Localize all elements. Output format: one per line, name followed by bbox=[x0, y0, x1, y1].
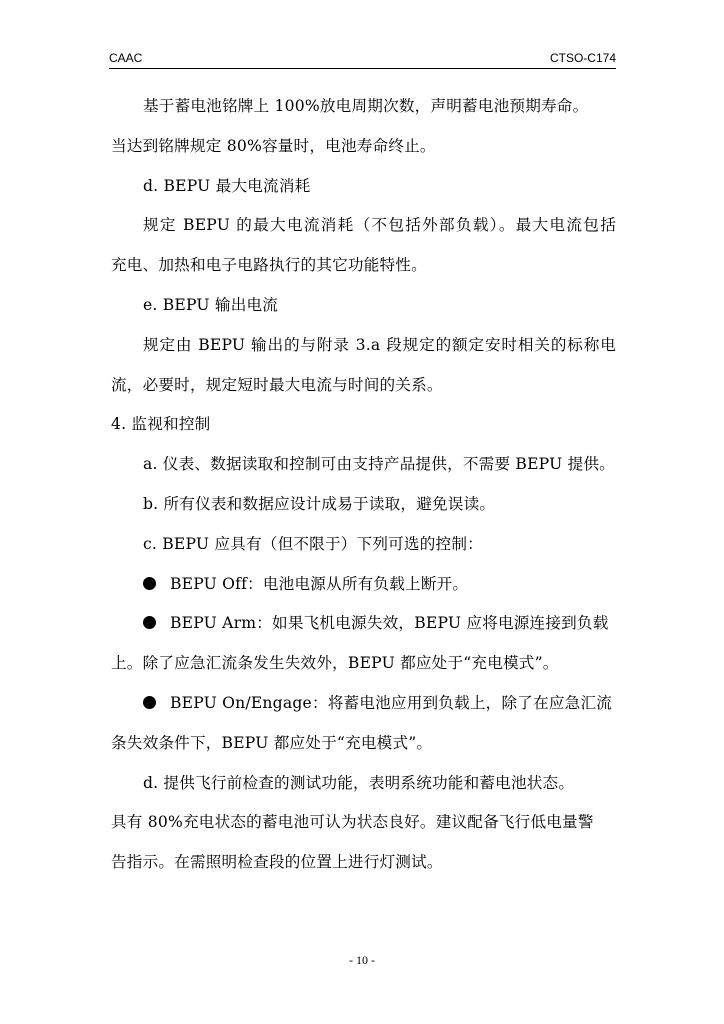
header-rule bbox=[109, 68, 616, 69]
bullet-icon bbox=[143, 577, 156, 590]
paragraph-line: 规定 BEPU 的最大电流消耗（不包括外部负载）。最大电流包括 bbox=[143, 216, 616, 235]
bullet-icon bbox=[143, 696, 156, 709]
paragraph-line: c. BEPU 应具有（但不限于）下列可选的控制： bbox=[143, 534, 483, 553]
paragraph-line: 告指示。在需照明检查段的位置上进行灯测试。 bbox=[111, 853, 443, 872]
page-header bbox=[109, 51, 616, 65]
paragraph-line: d. 提供飞行前检查的测试功能，表明系统功能和蓄电池状态。 bbox=[143, 773, 575, 792]
bullet-item bbox=[111, 565, 616, 605]
paragraph-line: 基于蓄电池铭牌上 100%放电周期次数，声明蓄电池预期寿命。 bbox=[143, 97, 589, 115]
bullet-text: BEPU Off：电池电源从所有负载上断开。 bbox=[170, 574, 469, 593]
bullet-item bbox=[111, 604, 616, 644]
bullet-text: BEPU On/Engage：将蓄电池应用到负载上，除了在应急汇流 bbox=[170, 693, 613, 712]
bullet-text: BEPU Arm：如果飞机电源失效，BEPU 应将电源连接到负载 bbox=[170, 614, 609, 633]
paragraph-line: a. 仪表、数据读取和控制可由支持产品提供，不需要 BEPU 提供。 bbox=[143, 455, 615, 474]
bullet-item bbox=[111, 684, 616, 724]
section-heading: 4. 监视和控制 bbox=[111, 415, 211, 434]
bullet-icon bbox=[143, 616, 156, 629]
section-heading: e. BEPU 输出电流 bbox=[143, 295, 279, 314]
paragraph-line: 流，必要时，规定短时最大电流与时间的关系。 bbox=[111, 375, 443, 394]
paragraph-line: b. 所有仪表和数据应设计成易于读取，避免误读。 bbox=[143, 494, 496, 513]
document-body bbox=[111, 87, 616, 883]
header-right: CTSO-C174 bbox=[549, 51, 616, 65]
paragraph-line: 具有 80%充电状态的蓄电池可认为状态良好。建议配备飞行低电量警 bbox=[111, 813, 594, 832]
paragraph-line: 当达到铭牌规定 80%容量时，电池寿命终止。 bbox=[111, 136, 436, 155]
paragraph-line: 条失效条件下，BEPU 都应处于“充电模式”。 bbox=[111, 733, 433, 752]
paragraph-line: 充电、加热和电子电路执行的其它功能特性。 bbox=[111, 256, 427, 275]
paragraph-line: 规定由 BEPU 输出的与附录 3.a 段规定的额定安时相关的标称电 bbox=[143, 335, 616, 354]
page-number: - 10 - bbox=[349, 953, 375, 967]
section-heading: d. BEPU 最大电流消耗 bbox=[143, 176, 311, 195]
paragraph-line: 上。除了应急汇流条发生失效外，BEPU 都应处于“充电模式”。 bbox=[111, 654, 559, 673]
header-left: CAAC bbox=[109, 51, 143, 65]
